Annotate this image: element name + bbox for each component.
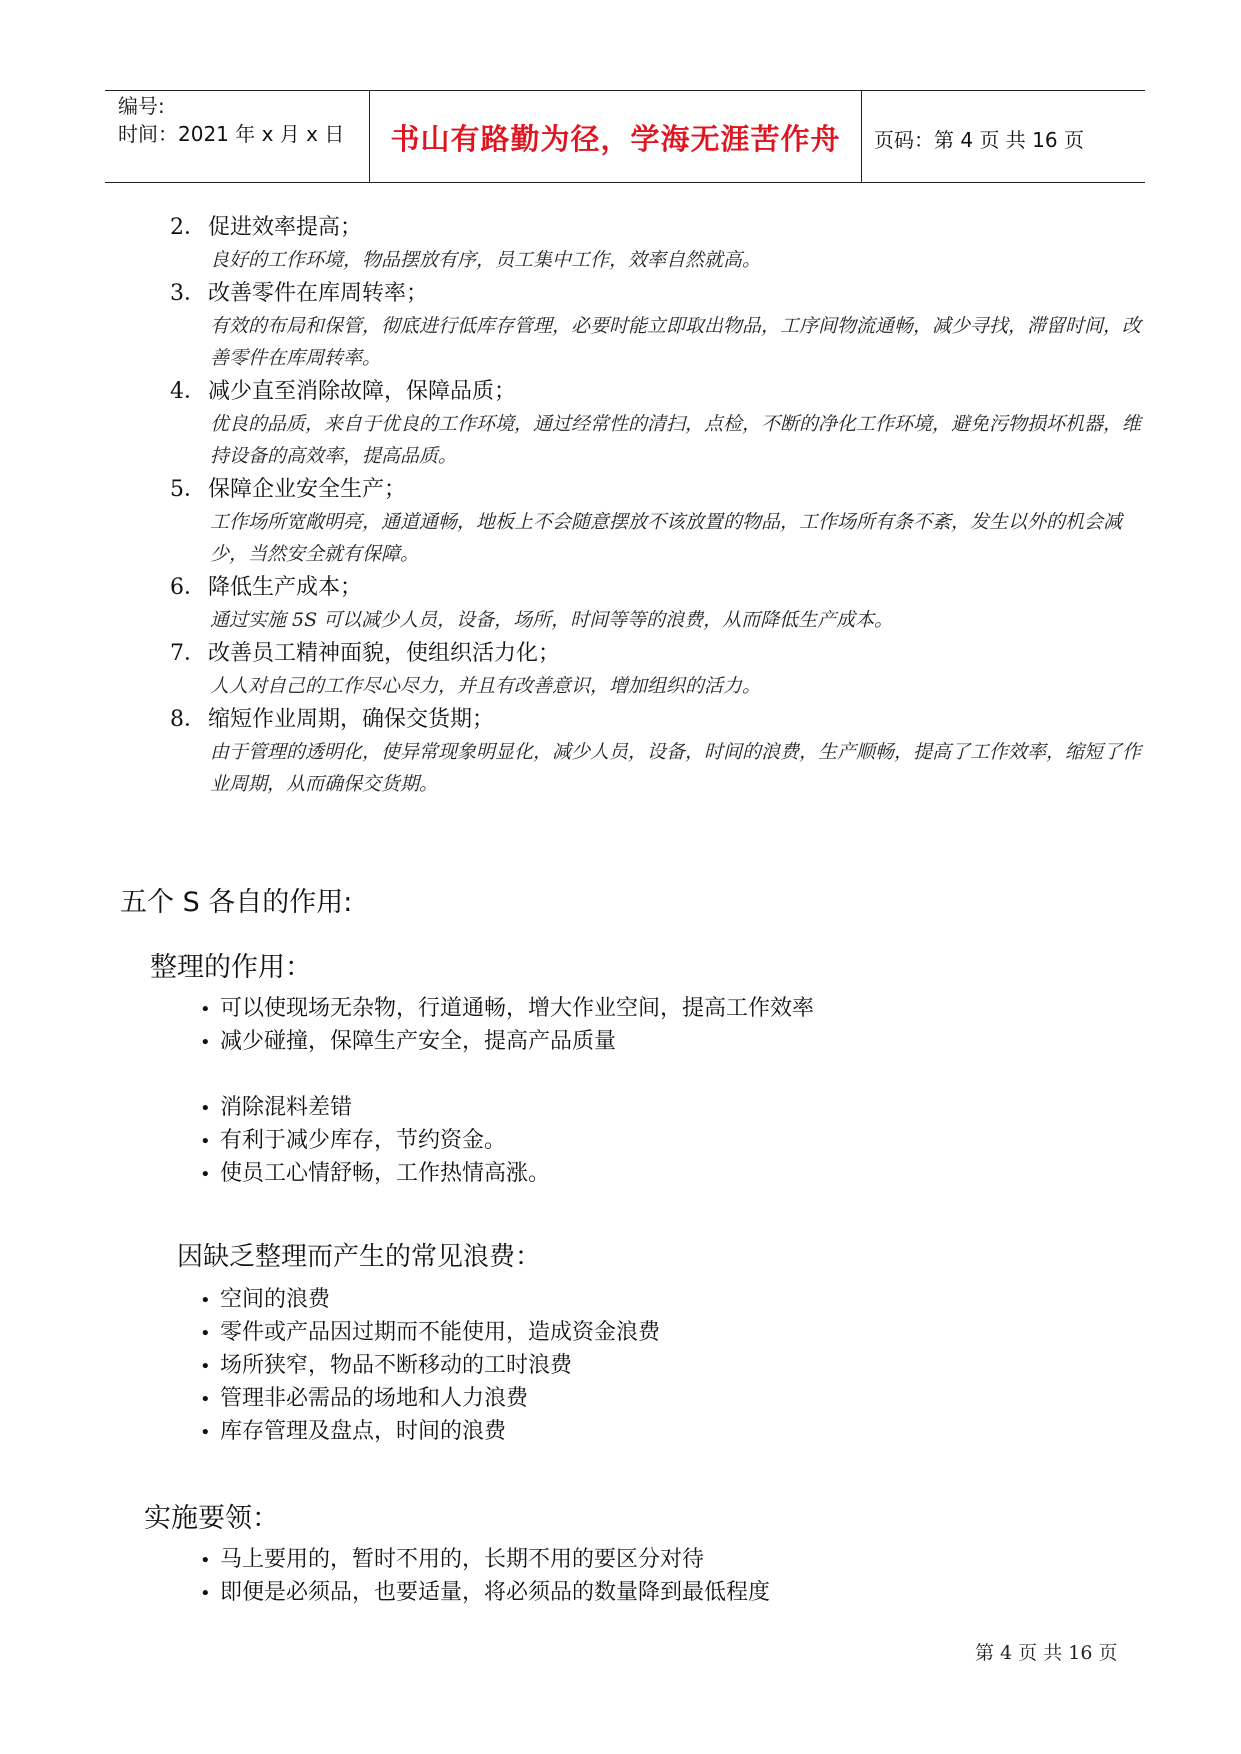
item-number: 5． [170, 477, 206, 502]
bullet-icon: • [200, 1131, 211, 1152]
bullet-icon: • [200, 1583, 211, 1604]
list-item: • 消除混料差错 [200, 1091, 814, 1124]
bullet-icon: • [200, 1550, 211, 1571]
list-item [170, 704, 1150, 800]
bullet-icon: • [200, 1389, 211, 1410]
list-item [170, 278, 1150, 374]
item-number: 3． [170, 281, 206, 306]
waste-heading: 因缺乏整理而产生的常见浪费： [177, 1242, 542, 1272]
bullet-icon: • [200, 1098, 211, 1119]
sorting-heading: 整理的作用： [150, 952, 312, 983]
header-motto: 书山有路勤为径，学海无涯苦作舟 [390, 122, 841, 156]
list-item [170, 638, 1150, 702]
list-item [170, 376, 1150, 472]
item-number: 8． [170, 707, 206, 732]
bullet-icon: • [200, 1356, 211, 1377]
item-description: 由于管理的透明化，使异常现象明显化，减少人员，设备，时间的浪费，生产顺畅，提高了工作效率，缩短了作业周期，从而确保交货期。 [210, 741, 1142, 795]
list-item: • 可以使现场无杂物，行道通畅，增大作业空间，提高工作效率 [200, 992, 814, 1025]
section-heading: 五个 S 各自的作用: [120, 887, 353, 918]
waste-bullet-list [200, 1283, 660, 1448]
bullet-icon: • [200, 1323, 211, 1344]
list-item: • 空间的浪费 [200, 1283, 660, 1316]
header-top-rule [105, 90, 1145, 91]
bullet-icon: • [200, 999, 211, 1020]
bullet-icon: • [200, 1164, 211, 1185]
item-title: 保障企业安全生产； [208, 477, 407, 502]
list-item: • 场所狭窄，物品不断移动的工时浪费 [200, 1349, 660, 1382]
header-page-label: 页码：第 4 页 共 16 页 [874, 128, 1084, 152]
item-description: 通过实施 5S 可以减少人员，设备，场所，时间等等的浪费，从而降低生产成本。 [210, 609, 894, 631]
header-divider-right [861, 90, 862, 182]
bullet-icon: • [200, 1422, 211, 1443]
item-title: 减少直至消除故障，保障品质； [208, 379, 517, 404]
item-number: 4． [170, 379, 206, 404]
list-item: • 马上要用的，暂时不用的，长期不用的要区分对待 [200, 1543, 770, 1576]
page-footer: 第 4 页 共 16 页 [975, 1642, 1118, 1664]
list-item: • 使员工心情舒畅，工作热情高涨。 [200, 1157, 814, 1190]
item-title: 缩短作业周期，确保交货期； [208, 707, 495, 732]
item-number: 6． [170, 575, 206, 600]
bullet-icon: • [200, 1032, 211, 1053]
list-item: • 减少碰撞，保障生产安全，提高产品质量 [200, 1025, 814, 1058]
header-number-label: 编号: [118, 94, 165, 118]
item-description: 人人对自己的工作尽心尽力，并且有改善意识，增加组织的活力。 [210, 675, 762, 697]
list-item [170, 212, 1150, 276]
sorting-bullet-list [200, 992, 814, 1190]
item-title: 促进效率提高； [208, 215, 363, 240]
item-title: 改善员工精神面貌，使组织活力化； [208, 641, 561, 666]
item-number: 7． [170, 641, 206, 666]
header-bottom-rule [105, 182, 1145, 183]
essentials-bullet-list [200, 1543, 770, 1609]
item-title: 降低生产成本； [208, 575, 363, 600]
list-item [170, 474, 1150, 570]
essentials-heading: 实施要领： [144, 1503, 279, 1534]
item-number: 2． [170, 215, 206, 240]
list-item: • 即便是必须品，也要适量，将必须品的数量降到最低程度 [200, 1576, 770, 1609]
list-item: • 有利于减少库存，节约资金。 [200, 1124, 814, 1157]
list-item: • 库存管理及盘点，时间的浪费 [200, 1415, 660, 1448]
item-description: 有效的布局和保管，彻底进行低库存管理，必要时能立即取出物品，工序间物流通畅，减少寻找，滞留时间，改善零件在库周转率。 [210, 315, 1142, 369]
header-time-label: 时间：2021 年 x 月 x 日 [118, 122, 345, 146]
header-meta [118, 92, 344, 148]
bullet-icon: • [200, 1290, 211, 1311]
list-item [170, 572, 1150, 636]
item-description: 工作场所宽敞明亮，通道通畅，地板上不会随意摆放不该放置的物品，工作场所有条不紊，发生以外的机会减少，当然安全就有保障。 [210, 511, 1123, 565]
list-item: • 管理非必需品的场地和人力浪费 [200, 1382, 660, 1415]
item-description: 优良的品质，来自于优良的工作环境，通过经常性的清扫，点检，不断的净化工作环境，避免污物损坏机器，维持设备的高效率，提高品质。 [210, 413, 1142, 467]
list-item: • 零件或产品因过期而不能使用，造成资金浪费 [200, 1316, 660, 1349]
item-description: 良好的工作环境，物品摆放有序，员工集中工作，效率自然就高。 [210, 249, 762, 271]
item-title: 改善零件在库周转率； [208, 281, 429, 306]
